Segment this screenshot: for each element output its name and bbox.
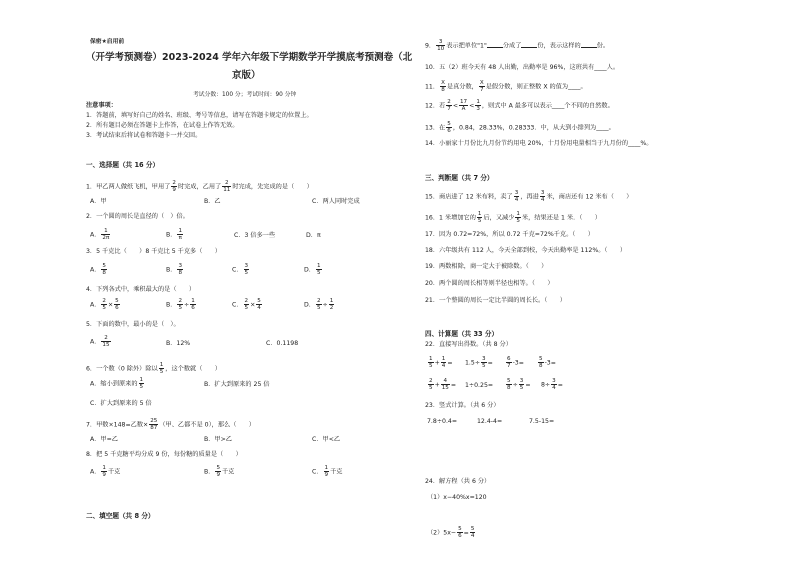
q4-option-c[interactable]: C． $\frac{2}{5}$ × $\frac{5}{4}$ [232, 298, 261, 311]
calc-item: $\frac{5}{8}$ -3= [539, 356, 556, 369]
fraction: $\frac{2}{9}$ [172, 180, 176, 193]
question-21: 21．一个整圆的周长一定比半圆的周长长。（ ） [425, 297, 566, 304]
q2-option-a[interactable]: A． $\frac{1}{2\pi}$ [90, 228, 110, 241]
question-20: 20．两个圆的周长相等则半径也相等。（ ） [425, 280, 554, 287]
question-1: 1．甲乙两人做纸飞机，甲用了 $\frac{2}{9}$ 时完成，乙用了 $\frac{2}{11}$ 时完成，先完成的是（ ） [86, 180, 313, 193]
q2-option-b[interactable]: B． $\frac{1}{\pi}$ [166, 228, 182, 241]
equation-2: （2）5x− $\frac{5}{6}$ = $\frac{5}{4}$ [427, 526, 475, 539]
question-5: 5．下面的数中，最小的是（ ）。 [86, 321, 180, 328]
question-6: 6．一个数（0 除外）除以 $\frac{1}{5}$ ，这个数就（ ） [86, 362, 221, 375]
question-13: 13．在 $\frac{5}{6}$ ，0.84，28.33%，0.28333．中，从大到小排列为____。 [425, 121, 615, 134]
secret-label: 保密★启用前 [90, 39, 125, 45]
q5-option-a[interactable]: A． $\frac{2}{15}$ [90, 335, 110, 348]
q6-option-c[interactable]: C．扩大到原来的 5 倍 [90, 400, 152, 407]
q3-option-d[interactable]: D． $\frac{1}{5}$ [304, 263, 321, 276]
question-23-title: 23．竖式计算。（共 6 分） [425, 402, 500, 409]
section-3-title: 三、判断题（共 7 分） [425, 174, 494, 182]
vertical-calc-1: 7.8÷0.4= [427, 418, 458, 425]
q2-option-d[interactable]: D．π [306, 232, 321, 239]
question-7: 7．甲数×148=乙数× $\frac{25}{87}$ （甲、乙都不是 0），那么（ ） [86, 418, 255, 431]
q3-option-c[interactable]: C． $\frac{3}{5}$ [232, 263, 249, 276]
question-14: 14．小丽家十月份比九月份节约用电 20%，十月份用电量相当于九月份的____%。 [425, 140, 653, 147]
q1-option-c[interactable]: C．两人同时完成 [312, 198, 360, 205]
answer-blank[interactable] [521, 41, 537, 48]
question-18: 18．六年级共有 112 人，今天全部到校，今天出勤率是 112%。（ ） [425, 247, 627, 254]
q8-option-a[interactable]: A． $\frac{1}{9}$ 千克 [90, 465, 121, 478]
calc-item: 8÷ $\frac{3}{4}$ = [541, 378, 563, 391]
calc-item: $\frac{6}{7}$ -3= [507, 356, 524, 369]
fraction: $\frac{2}{11}$ [223, 180, 231, 193]
section-2-title: 二、填空题（共 8 分） [86, 512, 155, 520]
question-19: 19．两数相除，商一定大于被除数。（ ） [425, 263, 548, 270]
question-4: 4．下列各式中，乘积最大的是（ ） [86, 286, 196, 293]
q1-option-b[interactable]: B．乙 [204, 198, 221, 205]
calc-item: 1.5÷ $\frac{3}{5}$ = [465, 356, 493, 369]
section-1-title: 一、选择题（共 16 分） [86, 161, 160, 169]
question-22-title: 22．直接写出得数。（共 8 分） [425, 341, 512, 348]
q8-option-c[interactable]: C． $\frac{1}{9}$ 千克 [312, 465, 343, 478]
q5-option-c[interactable]: C．0.1198 [266, 340, 299, 347]
q7-option-a[interactable]: A．甲=乙 [90, 436, 118, 443]
q2-option-c[interactable]: C．3 倍多一些 [234, 232, 276, 239]
q4-option-b[interactable]: B． $\frac{2}{5}$ ÷ $\frac{1}{6}$ [166, 298, 195, 311]
calc-item: $\frac{5}{8}$ ÷ $\frac{3}{5}$ = [507, 378, 531, 391]
q7-option-c[interactable]: C．甲<乙 [312, 436, 341, 443]
note-3: 3．考试结束后将试卷和答题卡一并交回。 [86, 132, 202, 139]
question-11: 11． $\frac{X}{8}$ 是真分数， $\frac{X}{7}$ 是假分数，则正整数 X 的值为____。 [425, 80, 587, 93]
calc-item: 1÷0.25= [465, 382, 494, 389]
question-16: 16．1 米增加它的 $\frac{1}{5}$ 后，又减少 $\frac{1}{5}$ 米，结果还是 1 米．（ ） [425, 211, 601, 224]
calc-item: $\frac{2}{5}$ + $\frac{4}{15}$ = [429, 378, 457, 391]
exam-title-line1: （开学考预测卷）2023-2024 学年六年级下学期数学开学摸底考预测卷（北 [86, 52, 413, 63]
question-17: 17．因为 0.72=72%，所以 0.72 千克=72%千克。（ ） [425, 231, 594, 238]
question-24-title: 24．解方程（共 6 分） [425, 478, 491, 485]
notes-title: 注意事项： [86, 102, 117, 109]
equation-1: （1）x−40%x=120 [427, 494, 487, 501]
q4-option-a[interactable]: A． $\frac{2}{5}$ × $\frac{5}{6}$ [90, 298, 119, 311]
section-4-title: 四、计算题（共 33 分） [425, 330, 499, 338]
q8-option-b[interactable]: B． $\frac{5}{9}$ 千克 [204, 465, 235, 478]
question-2: 2．一个圆的周长是直径的（ ）倍。 [86, 213, 189, 220]
question-8: 8．把 5 千克糖平均分成 9 份，每份糖的质量是（ ） [86, 451, 242, 458]
exam-title-line2: 京版） [232, 70, 261, 81]
q7-option-b[interactable]: B．甲>乙 [204, 436, 232, 443]
q3-option-a[interactable]: A． $\frac{5}{8}$ [90, 263, 106, 276]
question-9: 9． $\frac{3}{10}$ 表示把单位"1" 分成了 份，表示这样的 份。 [425, 39, 610, 52]
q5-option-b[interactable]: B．12% [166, 340, 191, 347]
answer-blank[interactable] [581, 41, 597, 48]
question-10: 10．五（2）班今天有 48 人出勤，出勤率是 96%，这班共有____人。 [425, 64, 620, 71]
calc-item: $\frac{1}{5}$ + $\frac{1}{4}$ = [429, 356, 453, 369]
answer-blank[interactable] [487, 41, 503, 48]
q3-option-b[interactable]: B． $\frac{3}{8}$ [166, 263, 182, 276]
vertical-calc-2: 12.4-4= [477, 418, 503, 425]
note-1: 1．答题前，填写好自己的姓名、班级、考号等信息，请写在答题卡规定的位置上。 [86, 112, 313, 119]
exam-info: 考试分数：100 分；考试时间：90 分钟 [193, 92, 297, 98]
q6-option-b[interactable]: B．扩大到原来的 25 倍 [204, 381, 270, 388]
question-15: 15．商店进了 12 米布料，卖了 $\frac{3}{4}$ ，再进 $\frac{3}{4}$ 米，商店还有 12 米布（ ） [425, 190, 633, 203]
note-2: 2．所有题目必须在答题卡上作答，在试卷上作答无效。 [86, 122, 239, 129]
question-12: 12．若 $\frac{2}{7}$ < $\frac{17}{A}$ < $\frac{1}{3}$ ，则式中 A 最多可以表示____个不同的自然数。 [425, 99, 614, 112]
q4-option-d[interactable]: D． $\frac{2}{5}$ ÷ $\frac{1}{2}$ [304, 298, 334, 311]
question-3: 3．5 千克比（ ）8 千克比 5 千克多（ ） [86, 248, 221, 255]
vertical-calc-3: 7.5-15= [529, 418, 555, 425]
q6-option-a[interactable]: A．缩小到原来的 $\frac{1}{5}$ [90, 377, 144, 390]
q1-option-a[interactable]: A．甲 [90, 198, 107, 205]
